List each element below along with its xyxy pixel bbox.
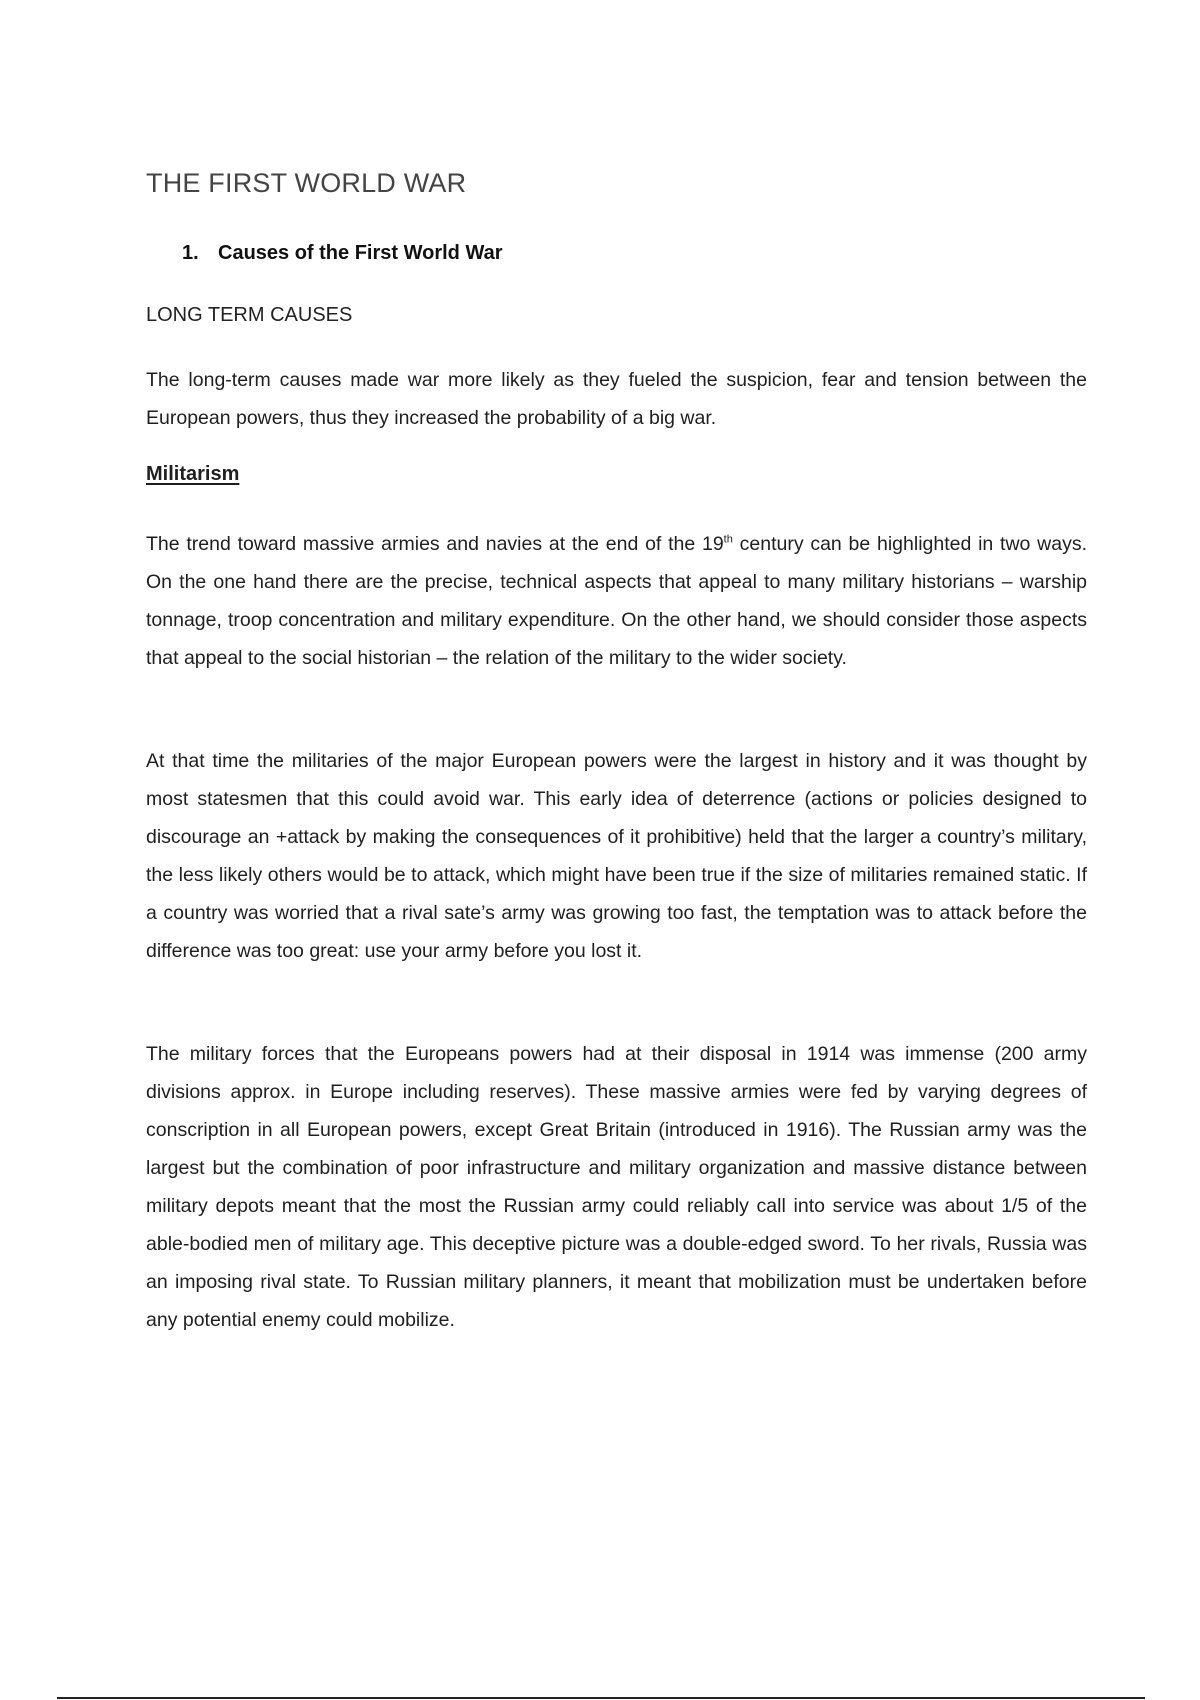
- paragraph-military-forces: The military forces that the Europeans powers had at their disposal in 1914 was immense (200 army divisions approx. in Europe including reserves). These massive armies were fed by varying degrees of conscription in all European powers, except Great Britain (introduced in 1916). The Russian army was the largest but the combination of poor infrastructure and military organization and massive distance between military depots meant that the most the Russian army could reliably call into service was about 1/5 of the able-bodied men of military age. This deceptive picture was a double-edged sword. To her rivals, Russia was an imposing rival state. To Russian military planners, it meant that mobilization must be undertaken before any potential enemy could mobilize.: [146, 1043, 1087, 1331]
- footer-divider: [57, 1697, 1145, 1699]
- paragraph-deterrence: At that time the militaries of the major European powers were the largest in history and it was thought by most statesmen that this could avoid war. This early idea of deterrence (actions or policies designed to discourage an +attack by making the consequences of it prohibitive) held that the larger a country’s military, the less likely others would be to attack, which might have been true if the size of militaries remained static. If a country was worried that a rival sate’s army was growing too fast, the temptation was to attack before the difference was too great: use your army before you lost it.: [146, 750, 1087, 962]
- document-title: THE FIRST WORLD WAR: [146, 168, 467, 198]
- paragraph-2-text-a: The trend toward massive armies and navies at the end of the 19: [146, 533, 724, 555]
- section-heading: [182, 242, 502, 265]
- paragraph-intro: The long-term causes made war more likely as they fueled the suspicion, fear and tension between the European powers, thus they increased the probability of a big war.: [146, 369, 1087, 429]
- paragraph-militarism-trend: [146, 525, 1087, 677]
- section-title: Causes of the First World War: [218, 242, 503, 264]
- paragraph-2-text-b: century can be highlighted in two ways. On the one hand there are the precise, technical aspects that appeal to many military historians – warship tonnage, troop concentration and military expenditure. On the other hand, we should consider those aspects that appeal to the social historian – the relation of the military to the wider society.: [146, 533, 1087, 669]
- section-number: 1.: [182, 242, 199, 264]
- topic-heading-militarism: Militarism: [146, 463, 240, 485]
- ordinal-superscript: th: [723, 533, 733, 546]
- subheading-long-term-causes: LONG TERM CAUSES: [146, 304, 353, 326]
